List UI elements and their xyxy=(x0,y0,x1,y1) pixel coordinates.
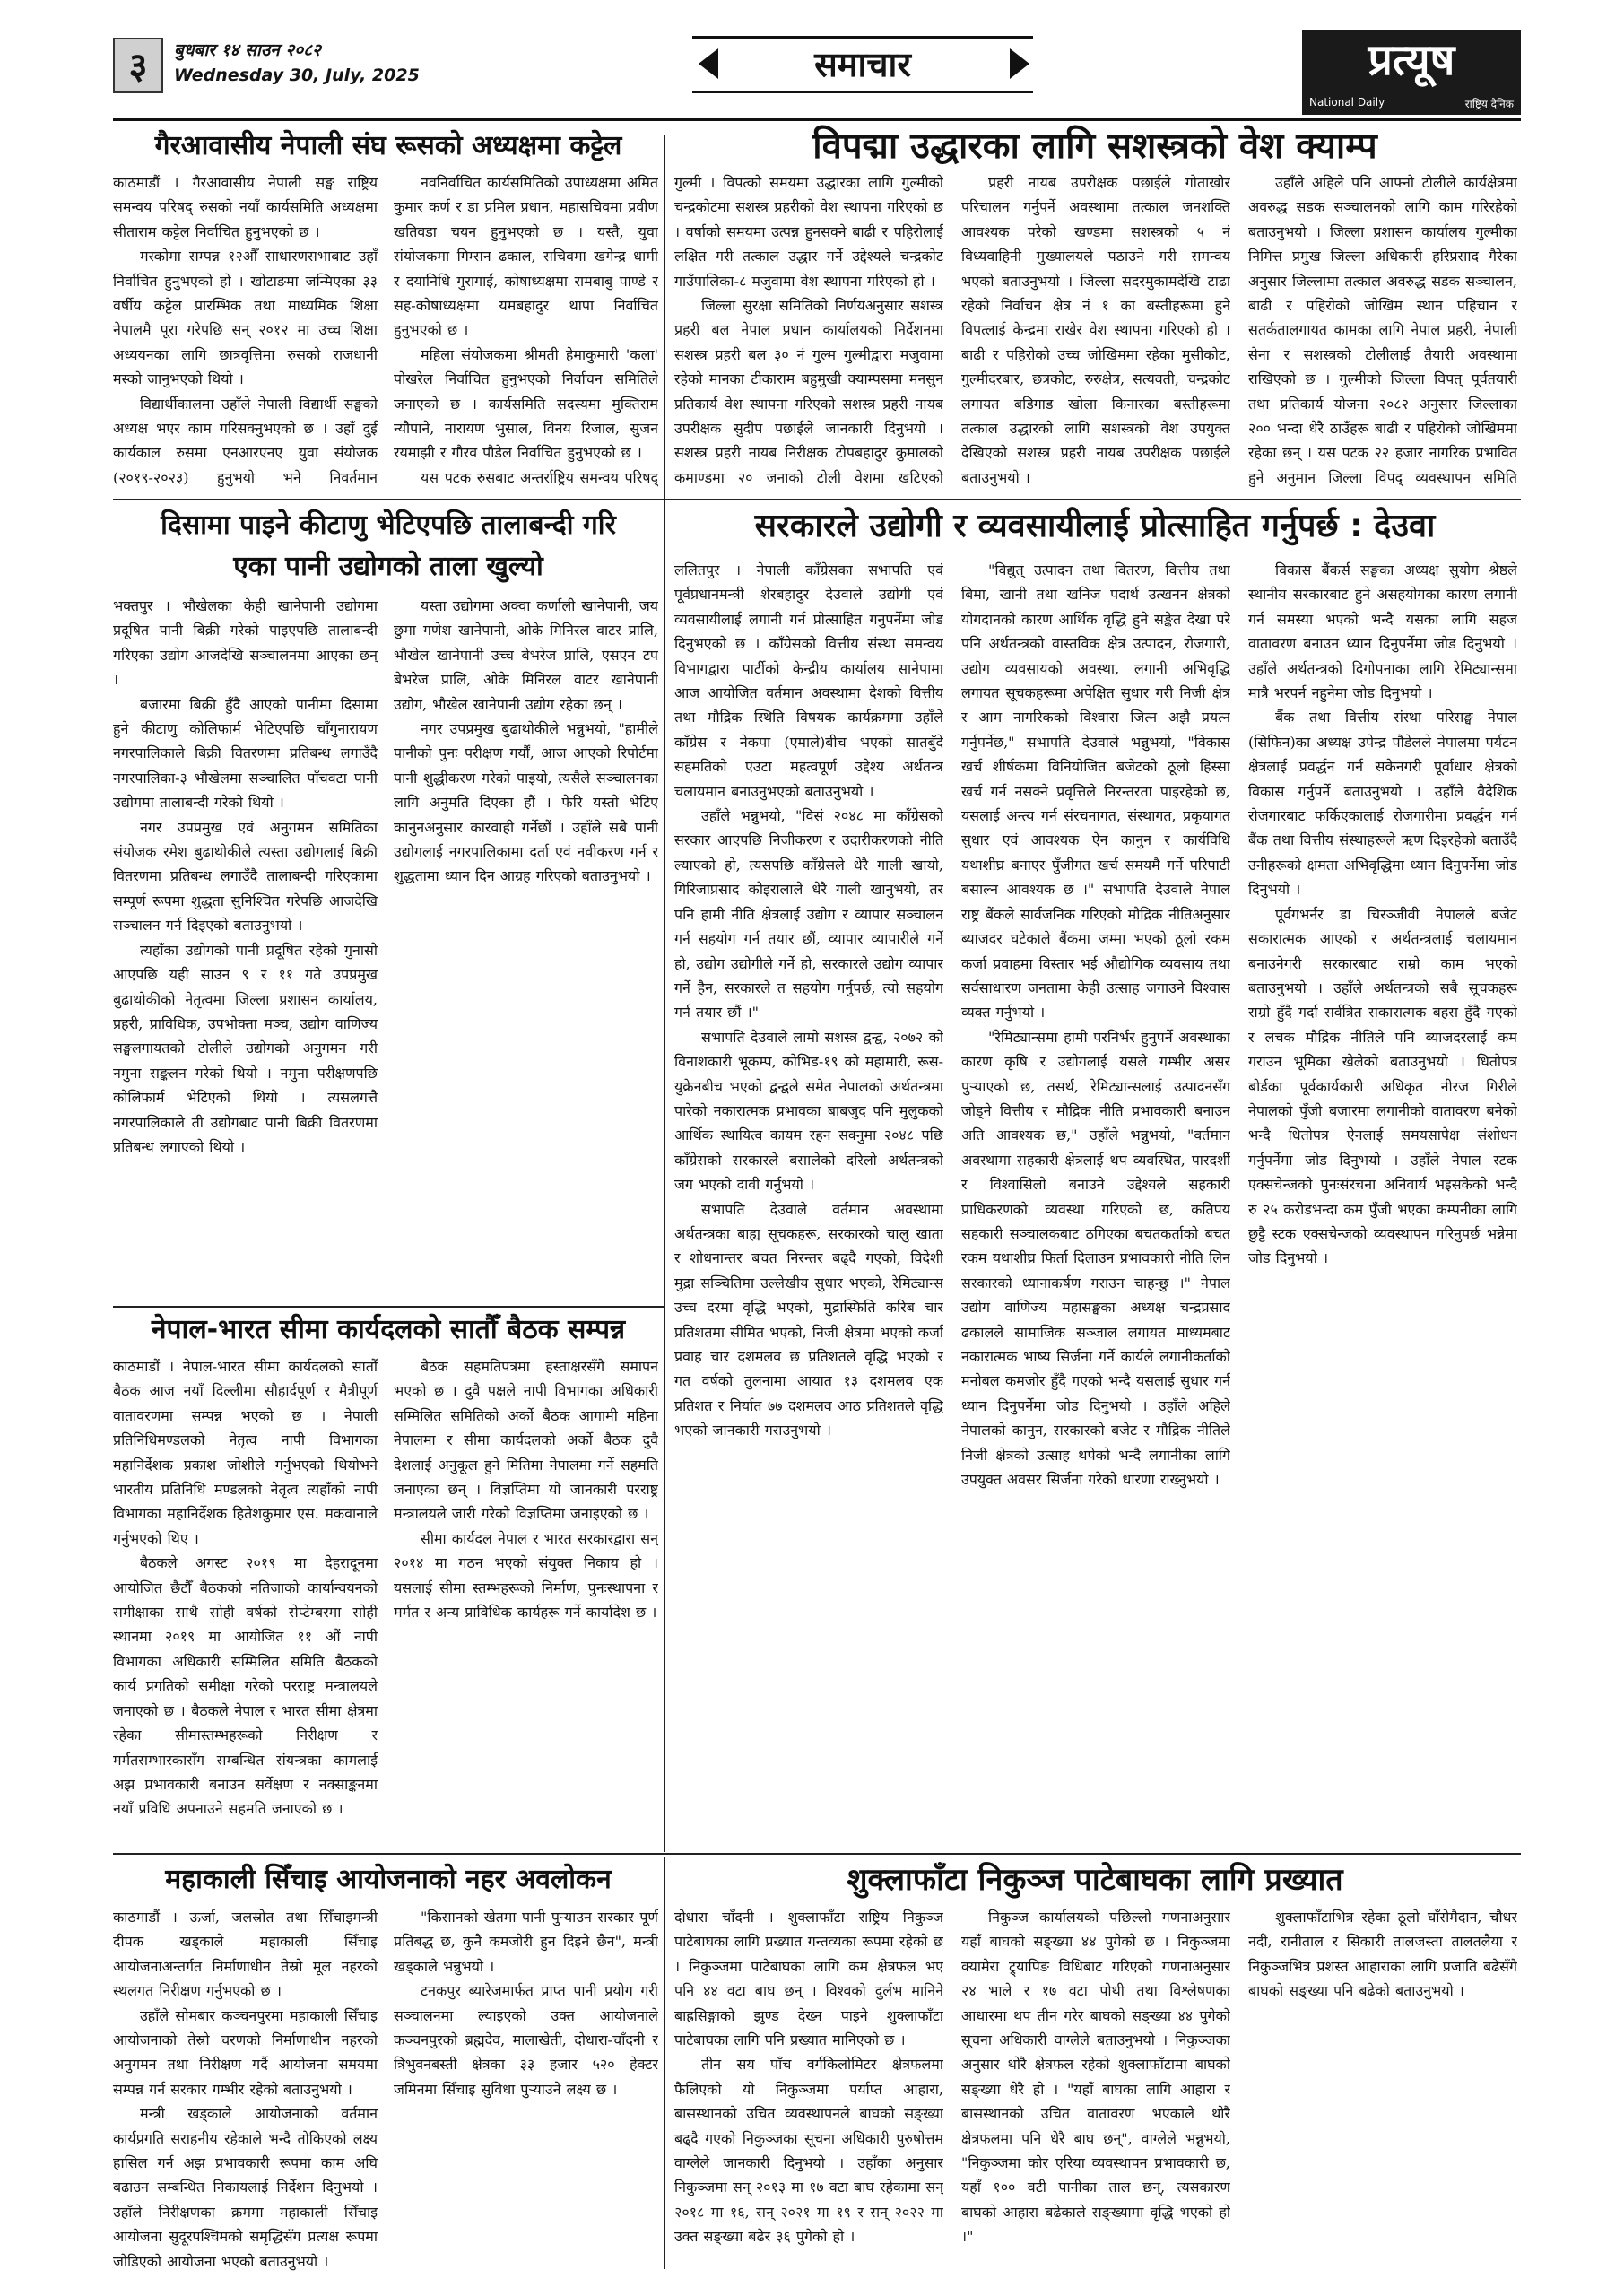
section-divider xyxy=(113,1306,664,1308)
right-arrow-icon xyxy=(1010,48,1029,79)
article-column xyxy=(113,1905,378,2273)
article-paragraph: महिला संयोजकमा श्रीमती हेमाकुमारी 'कला' पोखरेल निर्वाचित हुनुभएको निर्वाचन समितिले जनाएको छ । कार्यसमिति सदस्यमा मुक्तिराम न्यौपाने, नारायण भुसाल, विनय रिजाल, सुजन रयमाझी र गौरव पौडेल निर्वाचित हुनुभएको छ । xyxy=(394,345,658,462)
article-paragraph: भक्तपुर । भौखेलका केही खानेपानी उद्योगमा प्रदूषित पानी बिक्री गरेको पाइएपछि तालाबन्दी गरिएका उद्योग आजदेखि सञ्चालनमा आएका छन् । xyxy=(113,597,378,689)
article-paragraph: शुक्लाफाँटाभित्र रहेका ठूलो घाँसेमैदान, चौधर नदी, रानीताल र सिकारी तालजस्ता तालतलैया र निकुञ्जभित्र प्रशस्त आहाराका लागि प्रजाति बढेसँगै बाघको सङ्ख्या पनि बढेको बताउनुभयो । xyxy=(1248,1909,1517,2000)
article-paragraph: मस्कोमा सम्पन्न १२औँ साधारणसभाबाट उहाँ निर्वाचित हुनुभएको हो । खोटाङमा जन्मिएका ३३ वर्षीय कट्टेल प्रारम्भिक तथा माध्यमिक शिक्षा नेपालमै पूरा गरेपछि सन् २०१२ मा उच्च शिक्षा अध्ययनका लागि छात्रवृत्तिमा रुसको राजधानी मस्को जानुभएको थियो । xyxy=(113,248,378,388)
article-paragraph: बजारमा बिक्री हुँदै आएको पानीमा दिसामा हुने कीटाणु कोलिफार्म भेटिएपछि चाँगुनारायण नगरपालिकाले बिक्री वितरणमा प्रतिबन्ध लगाउँदै नगरपालिका-३ भौखेलमा सञ्चालित पाँचवटा पानी उद्योगमा तालाबन्दी गरेको थियो । xyxy=(113,695,378,812)
article-column xyxy=(961,1905,1230,2273)
article-column xyxy=(961,558,1230,1849)
masthead xyxy=(113,30,1521,120)
section-divider xyxy=(113,1853,1521,1855)
article-paragraph: सीमा कार्यदल नेपाल र भारत सरकारद्वारा सन् २०१४ मा गठन भएको संयुक्त निकाय हो । यसलाई सीमा स्तम्भहरूको निर्माण, पुनःस्थापना र मर्मत र अन्य प्राविधिक कार्यहरू गर्ने कार्यादेश छ । xyxy=(394,1529,658,1622)
article-paragraph: प्रहरी नायब उपरीक्षक पछाईले गोताखोर परिचालन गर्नुपर्ने अवस्थामा तत्काल जनशक्ति आवश्यक परेको खण्डमा सशस्त्रको ५ नं विध्यवाहिनी मुख्यालयले पठाउने गरी समन्वय भएको बताउनुभयो । जिल्ला सदरमुकामदेखि टाढा रहेको निर्वाचन क्षेत्र नं १ का बस्तीहरूमा हुने विपत्लाई केन्द्रमा राखेर वेश स्थापना गरिएको हो । बाढी र पहिरोको उच्च जोखिममा रहेका मुसीकोट, गुल्मीदरबार, छत्रकोट, रुरुक्षेत्र, सत्यवती, चन्द्रकोट लगायत बडिगाड खोला किनारका बस्तीहरूमा तत्काल उद्धारको लागि सशस्त्रको वेश उपयुक्त देखिएको सशस्त्र प्रहरी नायब उपरीक्षक पछाईले बताउनुभयो । xyxy=(961,174,1230,486)
page-number: ३ xyxy=(113,38,163,93)
newspaper-logo xyxy=(1302,30,1521,115)
article-column xyxy=(674,170,943,493)
article-column xyxy=(394,170,658,493)
article-body xyxy=(113,170,658,493)
article-headline xyxy=(113,505,664,587)
headline-line: दिसामा पाइने कीटाणु भेटिएपछि तालाबन्दी गरि xyxy=(161,509,616,541)
masthead-rule xyxy=(113,118,1521,121)
article-column xyxy=(961,170,1230,493)
article-paragraph: विकास बैंकर्स सङ्घका अध्यक्ष सुयोग श्रेष्ठले स्थानीय सरकारबाट हुने असहयोगका कारण लगानी गर्न समस्या भएको भन्दै यसका लागि सहज वातावरण बनाउन ध्यान दिनुपर्नेमा जोड दिनुभयो । उहाँले अर्थतन्त्रको दिगोपनाका लागि रेमिट्यान्समा मात्रै भरपर्न नहुनेमा जोड दिनुभयो । xyxy=(1248,561,1517,702)
article-column xyxy=(394,594,658,1302)
column-divider xyxy=(664,1857,665,2269)
article-paragraph: नवनिर्वाचित कार्यसमितिको उपाध्यक्षमा अमित कुमार कर्ण र डा प्रमिल प्रधान, महासचिवमा प्रवीण खतिवडा चयन हुनुभएको छ । यस्तै, युवा संयोजकमा गिम्सन ढकाल, सचिवमा खगेन्द्र धामी र दयानिधि गुरागाईं, कोषाध्यक्षमा रामबाबु पाण्डे र सह-कोषाध्यक्षमा यमबहादुर थापा निर्वाचित हुनुभएको छ । xyxy=(394,174,658,339)
article-paragraph: बैंक तथा वित्तीय संस्था परिसङ्घ नेपाल (सिफिन)का अध्यक्ष उपेन्द्र पौडेलले नेपालमा पर्यटन क्षेत्रलाई प्रवर्द्धन गर्न सकेनगरी पूर्वाधार क्षेत्रको विकास गर्नुपर्ने बताउनुभयो । उहाँले वैदेशिक रोजगारबाट फर्किएकालाई रोजगारीमा प्रवर्द्धन गर्न बैंक तथा वित्तीय संस्थाहरूले ऋण दिइरहेको बताउँदै उनीहरूको क्षमता अभिवृद्धिमा ध्यान दिनुपर्नेमा जोड दिनुभयो । xyxy=(1248,709,1517,899)
article-paragraph: जिल्ला सुरक्षा समितिको निर्णयअनुसार सशस्त्र प्रहरी बल नेपाल प्रधान कार्यालयको निर्देशनमा सशस्त्र प्रहरी बल ३० नं गुल्म गुल्मीद्वारा मजुवामा रहेको मानका टीकाराम बहुमुखी क्याम्पसमा मनसुन प्रतिकार्य वेश स्थापना गरिएको सशस्त्र प्रहरी नायब उपरीक्षक सुदीप पछाईले जानकारी दिनुभयो । सशस्त्र प्रहरी नायब निरीक्षक टोपबहादुर कुमालको कमाण्डमा २० जनाको टोली वेशमा खटिएको xyxy=(674,297,943,486)
article-column xyxy=(113,1354,378,1843)
article-paragraph: नगर उपप्रमुख बुढाथोकीले भन्नुभयो, "हामीले पानीको पुनः परीक्षण गर्यौं, आज आएको रिपोर्टमा पानी शुद्धीकरण गरेको पाइयो, त्यसैले सञ्चालनका लागि अनुमति दिएका हौं । फेरि यस्तो भेटिए कानुनअनुसार कारवाही गर्नेछौं । उहाँले सबै पानी उद्योगलाई नगरपालिकामा दर्ता एवं नवीकरण गर्न र शुद्धतामा ध्यान दिन आग्रह गरिएको बताउनुभयो । xyxy=(394,720,658,885)
article-paragraph: बैठक सहमतिपत्रमा हस्ताक्षरसँगै समापन भएको छ । दुवै पक्षले नापी विभागका अधिकारी सम्मिलित समितिको अर्को बैठक आगामी महिना नेपालमा र सीमा कार्यदलको अर्को बैठक दुवै देशलाई अनुकूल हुने मितिमा नेपालमा गर्ने सहमति जनाएका छन् । विज्ञप्तिमा यो जानकारी परराष्ट्र मन्त्रालयले जारी गरेको विज्ञप्तिमा जनाइएको छ । xyxy=(394,1358,658,1523)
article-column xyxy=(1248,170,1517,493)
column-divider xyxy=(664,1377,665,1852)
article-paragraph: दोधारा चाँदनी । शुक्लाफाँटा राष्ट्रिय निकुञ्ज पाटेबाघका लागि प्रख्यात गन्तव्यका रूपमा रहेको छ । निकुञ्जमा पाटेबाघका लागि कम क्षेत्रफल भए पनि ४४ वटा बाघ छन् । विश्वको दुर्लभ मानिने बाह्रसिङ्गाको झुण्ड देख्न पाइने शुक्लाफाँटा पाटेबाघका लागि पनि प्रख्यात मानिएको छ । xyxy=(674,1909,943,2049)
article-column xyxy=(394,1905,658,2273)
article-headline: सरकारले उद्योगी र व्यवसायीलाई प्रोत्साहित गर्नुपर्छ : देउवा xyxy=(754,508,1436,544)
issue-date xyxy=(174,38,420,88)
article-paragraph: त्यहाँका उद्योगको पानी प्रदूषित रहेको गुनासो आएपछि यही साउन ९ र ११ गते उपप्रमुख बुढाथोकीको नेतृत्वमा जिल्ला प्रशासन कार्यालय, प्रहरी, प्राविधिक, उपभोक्ता मञ्च, उद्योग वाणिज्य सङ्घलगायतको टोलीले उद्योगको अनुगमन गरी नमुना सङ्कलन गरेको थियो । नमुना परीक्षणपछि कोलिफार्म भेटिएको थियो । त्यसलगत्तै नगरपालिकाले ती उद्योगबाट पानी बिक्री वितरणमा प्रतिबन्ध लगाएको थियो । xyxy=(113,941,378,1155)
logo-right-text: राष्ट्रिय दैनिक xyxy=(1464,98,1514,110)
article-paragraph: ललितपुर । नेपाली काँग्रेसका सभापति एवं पूर्वप्रधानमन्त्री शेरबहादुर देउवाले उद्योगी एवं व्यवसायीलाई लगानी गर्न प्रोत्साहित गनुपर्नेमा जोड दिनुभएको छ । काँग्रेसको वित्तीय संस्था समन्वय विभागद्वारा पार्टीको केन्द्रीय कार्यालय सानेपामा आज आयोजित वर्तमान अवस्थामा देशको वित्तीय तथा मौद्रिक स्थिति विषयक कार्यक्रममा उहाँले काँग्रेस र नेकपा (एमाले)बीच भएको सातबुँदे सहमतिको एउटा महत्वपूर्ण उद्देश्य अर्थतन्त्र चलायमान बनाउनुभएको बताउनुभयो । xyxy=(674,561,943,800)
article-body xyxy=(674,170,1517,493)
article-paragraph: बैठकले अगस्ट २०१९ मा देहरादूनमा आयोजित छैटौँ बैठकको नतिजाको कार्यान्वयनको समीक्षाका साथै सोही वर्षको सेप्टेम्बरमा सोही स्थानमा २०१९ मा आयोजित ११ औं नापी विभागका अधिकारी सम्मिलित समिति बैठकको कार्य प्रगतिको समीक्षा गरेको परराष्ट्र मन्त्रालयले जनाएको छ । बैठकले नेपाल र भारत सीमा क्षेत्रमा रहेका सीमास्तम्भहरूको निरीक्षण र मर्मतसम्भारकासँग सम्बन्धित संयन्त्रका कामलाई अझ प्रभावकारी बनाउन सर्वेक्षण र नक्साङ्कनमा नयाँ प्रविधि अपनाउने सहमति जनाएको छ । xyxy=(113,1554,378,1818)
article-paragraph: उहाँले सोमबार कञ्चनपुरमा महाकाली सिँचाइ आयोजनाको तेस्रो चरणको निर्माणाधीन नहरको अनुगमन तथा निरीक्षण गर्दै आयोजना समयमा सम्पन्न गर्न सरकार गम्भीर रहेको बताउनुभयो । xyxy=(113,2006,378,2098)
article-headline: गैरआवासीय नेपाली संघ रूसको अध्यक्षमा कट्टेल xyxy=(154,130,622,161)
section-divider xyxy=(113,499,1521,500)
article-body xyxy=(113,1905,658,2273)
article-column xyxy=(113,594,378,1302)
article-paragraph: काठमाडौं । ऊर्जा, जलस्रोत तथा सिँचाइमन्त्री दीपक खड्काले महाकाली सिँचाइ आयोजनाअन्तर्गत निर्माणाधीन तेस्रो मूल नहरको स्थलगत निरीक्षण गर्नुभएको छ । xyxy=(113,1909,378,2000)
article-headline: महाकाली सिँचाइ आयोजनाको नहर अवलोकन xyxy=(165,1864,612,1895)
article-body xyxy=(674,1905,1517,2273)
date-nepali: बुधबार १४ साउन २०८२ xyxy=(174,40,321,60)
article-column xyxy=(674,558,943,1849)
article-headline: नेपाल-भारत सीमा कार्यदलको सातौँ बैठक सम्पन्न xyxy=(151,1314,626,1345)
article-paragraph: पूर्वगभर्नर डा चिरञ्जीवी नेपालले बजेट सकारात्मक आएको र अर्थतन्त्रलाई चलायमान बनाउनेगरी सरकारबाट राम्रो काम भएको बताउनुभयो । उहाँले अर्थतन्त्रको सबै सूचकहरू राम्रो हुँदै गर्दा सर्वत्रित सकारात्मक बहस हुँदै गएको र लचक मौद्रिक नीतिले पनि ब्याजदरलाई कम गराउन भूमिका खेलेको बताउनुभयो । धितोपत्र बोर्डका पूर्वकार्यकारी अधिकृत नीरज गिरीले नेपालको पुँजी बजारमा लगानीको वातावरण बनेको भन्दै धितोपत्र ऐनलाई समयसापेक्ष संशोधन गर्नुपर्नेमा जोड दिनुभयो । उहाँले नेपाल स्टक एक्सचेन्जको पुनःसंरचना अनिवार्य भइसकेको भन्दै रु २५ करोडभन्दा कम पुँजी भएका कम्पनीका लागि छुट्टै स्टक एक्सचेन्जको व्यवस्थापन गरिनुपर्छ भन्नेमा जोड दिनुभयो । xyxy=(1248,905,1517,1267)
article-paragraph: "रेमिट्यान्समा हामी परनिर्भर हुनुपर्ने अवस्थाका कारण कृषि र उद्योगलाई यसले गम्भीर असर पुऱ्याएको छ, तसर्थ, रेमिट्यान्सलाई उत्पादनसँग जोड्ने वित्तीय र मौद्रिक नीति प्रभावकारी बनाउन अति आवश्यक छ," उहाँले भन्नुभयो, "वर्तमान अवस्थामा सहकारी क्षेत्रलाई थप व्यवस्थित, पारदर्शी र विश्वासिलो बनाउने उद्देश्यले सहकारी प्राधिकरणको व्यवस्था गरिएको छ, कतिपय सहकारी सञ्चालकबाट ठगिएका बचतकर्ताको बचत रकम यथाशीघ्र फिर्ता दिलाउन प्रभावकारी नीति लिन सरकारको ध्यानाकर्षण गराउन चाहन्छु ।" नेपाल उद्योग वाणिज्य महासङ्घका अध्यक्ष चन्द्रप्रसाद ढकालले सामाजिक सञ्जाल लगायत माध्यमबाट नकारात्मक भाष्य सिर्जना गर्ने कार्यले लगानीकर्ताको मनोबल कमजोर हुँदै गएको भन्दै यसलाई सुधार गर्न ध्यान दिनुपर्नेमा जोड दिनुभयो । उहाँले अहिले नेपालको कानुन, सरकारको बजेट र मौद्रिक नीतिले निजी क्षेत्रको उत्साह थपेको भन्दै लगानीका लागि उपयुक्त अवसर सिर्जना गरेको धारणा राख्नुभयो । xyxy=(961,1028,1230,1489)
article-paragraph: "किसानको खेतमा पानी पुऱ्याउन सरकार पूर्ण प्रतिबद्ध छ, कुनै कमजोरी हुन दिइने छैन", मन्त्री खड्काले भन्नुभयो । xyxy=(394,1909,658,1975)
article-paragraph: काठमाडौं । गैरआवासीय नेपाली सङ्घ राष्ट्रिय समन्वय परिषद् रुसको नयाँ कार्यसमिति अध्यक्षमा सीताराम कट्टेल निर्वाचित हुनुभएको छ । xyxy=(113,174,378,240)
article-paragraph: उहाँले अहिले पनि आफ्नो टोलीले कार्यक्षेत्रमा अवरुद्ध सडक सञ्चालनको लागि काम गरिरहेको बताउनुभयो । जिल्ला प्रशासन कार्यालय गुल्मीका निमित्त प्रमुख जिल्ला अधिकारी हरिप्रसाद गैरेका अनुसार जिल्लामा तत्काल अवरुद्ध सडक सञ्चालन, बाढी र पहिरोको जोखिम स्थान पहिचान र सतर्कतालगायत कामका लागि नेपाल प्रहरी, नेपाली सेना र सशस्त्रको टोलीलाई तैयारी अवस्थामा राखिएको छ । गुल्मीको जिल्ला विपत् पूर्वतयारी तथा प्रतिकार्य योजना २०८२ अनुसार जिल्लाका २०० भन्दा धेरै ठाउँहरू बाढी र पहिरोको जोखिममा रहेका छन् । यस पटक २२ हजार नागरिक प्रभावित हुने अनुमान जिल्ला विपद् व्यवस्थापन समिति xyxy=(1248,174,1517,486)
article-paragraph: टनकपुर ब्यारेजमार्फत प्राप्त पानी प्रयोग गरी सञ्चालनमा ल्याइएको उक्त आयोजनाले कञ्चनपुरको ब्रह्मदेव, मालाखेती, दोधारा-चाँदनी र त्रिभुवनबस्ती क्षेत्रका ३३ हजार ५२० हेक्टर जमिनमा सिँचाइ सुविधा पुऱ्याउने लक्ष्य छ । xyxy=(394,1982,658,2098)
article-paragraph: "विद्युत् उत्पादन तथा वितरण, वित्तीय तथा बिमा, खानी तथा खनिज पदार्थ उत्खनन क्षेत्रको योगदानको कारण आर्थिक वृद्धि हुने सङ्केत देखा परे पनि अर्थतन्त्रको वास्तविक क्षेत्र उत्पादन, रोजगारी, उद्योग व्यवसायको अवस्था, लगानी अभिवृद्धि लगायत सूचकहरूमा अपेक्षित सुधार गरी निजी क्षेत्र र आम नागरिकको विश्वास जित्न अझै प्रयत्न गर्नुपर्नेछ," सभापति देउवाले भन्नुभयो, "विकास खर्च शीर्षकमा विनियोजित बजेटको ठूलो हिस्सा खर्च गर्न नसक्ने प्रवृत्तिले निरन्तरता पाइरहेको छ, यसलाई अन्त्य गर्न संरचनागत, संस्थागत, प्रकृयागत सुधार एवं आवश्यक ऐन कानुन र कार्यविधि यथाशीघ्र बनाएर पुँजीगत खर्च समयमै गर्ने परिपाटी बसाल्न आवश्यक छ ।" सभापति देउवाले नेपाल राष्ट्र बैंकले सार्वजनिक गरिएको मौद्रिक नीतिअनुसार ब्याजदर घटेकाले बैंकमा जम्मा भएको ठूलो रकम कर्जा प्रवाहमा विस्तार भई औद्योगिक व्यवसाय तथा सर्वसाधारण जनतामा केही उत्साह जगाउने विश्वास व्यक्त गर्नुभयो । xyxy=(961,561,1230,1022)
article-headline: शुक्लाफाँटा निकुञ्ज पाटेबाघका लागि प्रख्यात xyxy=(847,1862,1343,1898)
headline-line: एका पानी उद्योगको ताला खुल्यो xyxy=(233,551,543,582)
logo-left-text: National Daily xyxy=(1309,96,1385,109)
article-paragraph: काठमाडौं । नेपाल-भारत सीमा कार्यदलको सातौँ बैठक आज नयाँ दिल्लीमा सौहार्दपूर्ण र मैत्रीपूर्ण वातावरणमा सम्पन्न भएको छ । नेपाली प्रतिनिधिमण्डलको नेतृत्व नापी विभागका महानिर्देशक प्रकाश जोशीले गर्नुभएको थियोभने भारतीय प्रतिनिधि मण्डलको नेतृत्व त्यहाँको नापी विभागका महानिर्देशक हितेशकुमार एस. मकवानाले गर्नुभएको थिए । xyxy=(113,1358,378,1547)
article-paragraph: उहाँले भन्नुभयो, "विसं २०४८ मा काँग्रेसको सरकार आएपछि निजीकरण र उदारीकरणको नीति ल्याएको हो, त्यसपछि काँग्रेसले धेरै गाली खायो, गिरिजाप्रसाद कोइरालाले धेरै गाली खानुभयो, तर पनि हामी नीति क्षेत्रलाई उद्योग र व्यापार सञ्चालन गर्न सहयोग गर्न तयार छौं, व्यापार व्यापारीले गर्ने हो, उद्योग उद्योगीले गर्ने हो, सरकारले उद्योग व्यापार गर्ने हैन, सरकारले त सहयोग गर्नुपर्छ, त्यो सहयोग गर्न तयार छौं ।" xyxy=(674,807,943,1022)
section-title: समाचार xyxy=(692,36,1033,93)
article-column xyxy=(1248,1905,1517,2273)
article-paragraph: यस्ता उद्योगमा अक्वा कर्णाली खानेपानी, जय छुमा गणेश खानेपानी, ओके मिनिरल वाटर प्रालि, भौखेल खानेपानी उच्च बेभरेज प्रालि, एसएन टप बेभरेज प्रालि, ओके मिनिरल वाटर खानेपानी उद्योग, भौखेल खानेपानी उद्योग रहेका छन् । xyxy=(394,597,658,713)
article-paragraph: सभापति देउवाले लामो सशस्त्र द्वन्द्व, २०७२ को विनाशकारी भूकम्प, कोभिड-१९ को महामारी, रूस-युक्रेनबीच भएको द्वन्द्वले समेत नेपालको अर्थतन्त्रमा पारेको नकारात्मक प्रभावका बाबजुद पनि मुलुकको आर्थिक स्थायित्व कायम रहन सक्नुमा २०४८ पछि काँग्रेसको सरकारले बसालेको दरिलो अर्थतन्त्रको जग भएको दावी गर्नुभयो । xyxy=(674,1028,943,1194)
logo-subtitle xyxy=(1309,96,1514,111)
article-column xyxy=(113,170,378,493)
article-column xyxy=(394,1354,658,1843)
article-column xyxy=(1248,558,1517,1849)
article-body xyxy=(113,1354,658,1843)
article-paragraph: सभापति देउवाले वर्तमान अवस्थामा अर्थतन्त्रका बाह्य सूचकहरू, सरकारको चालु खाता र शोधनान्तर बचत निरन्तर बढ्दै गएको, विदेशी मुद्रा सञ्चितिमा उल्लेखीय सुधार भएको, रेमिट्यान्स उच्च दरमा वृद्धि भएको, मुद्रास्फिति करिब चार प्रतिशतमा सीमित भएको, निजी क्षेत्रमा भएको कर्जा प्रवाह चार दशमलव छ प्रतिशतले वृद्धि भएको र गत वर्षको तुलनामा आयात १३ दशमलव एक प्रतिशत र निर्यात ७७ दशमलव आठ प्रतिशतले वृद्धि भएको जानकारी गराउनुभयो । xyxy=(674,1200,943,1439)
article-paragraph: निकुञ्ज कार्यालयको पछिल्लो गणनाअनुसार यहाँ बाघको सङ्ख्या ४४ पुगेको छ । निकुञ्जमा क्यामेरा ट्र्यापिङ विधिबाट गरिएको गणनाअनुसार २४ भाले र १७ वटा पोथी तथा विश्लेषणका आधारमा थप तीन गरेर बाघको सङ्ख्या ४४ पुगेको सूचना अधिकारी वाग्लेले बताउनुभयो । निकुञ्जका अनुसार थोरै क्षेत्रफल रहेको शुक्लाफाँटामा बाघको सङ्ख्या धेरै हो । "यहाँ बाघका लागि आहारा र बासस्थानको उचित वातावरण भएकाले थोरै क्षेत्रफलमा पनि धेरै बाघ छन्", वाग्लेले भन्नुभयो, "निकुञ्जमा कोर एरिया व्यवस्थापन प्रभावकारी छ, यहाँ १०० वटी पानीका ताल छन्, त्यसकारण बाघको आहारा बढेकाले सङ्ख्यामा वृद्धि भएको हो ।" xyxy=(961,1909,1230,2246)
article-paragraph: मन्त्री खड्काले आयोजनाको वर्तमान कार्यप्रगति सराहनीय रहेकाले भन्दै तोकिएको लक्ष्य हासिल गर्न अझ प्रभावकारी रूपमा काम अघि बढाउन सम्बन्धित निकायलाई निर्देशन दिनुभयो । उहाँले निरीक्षणका क्रममा महाकाली सिँचाइ आयोजना सुदूरपश्चिमको समृद्धिसँग प्रत्यक्ष रूपमा जोडिएको आयोजना भएको बताउनुभयो । xyxy=(113,2105,378,2270)
date-english: Wednesday 30, July, 2025 xyxy=(174,65,420,85)
article-body xyxy=(113,594,658,1302)
article-body xyxy=(674,558,1517,1849)
article-paragraph: नगर उपप्रमुख एवं अनुगमन समितिका संयोजक रमेश बुढाथोकीले त्यस्ता उद्योगलाई बिक्री वितरणमा प्रतिबन्ध लगाउँदै तालाबन्दी गरिएकामा सम्पूर्ण रूपमा शुद्धता सुनिश्चित गरेपछि आजदेखि सञ्चालन गर्न दिइएको बताउनुभयो । xyxy=(113,818,378,935)
logo-title: प्रत्यूष xyxy=(1368,35,1455,85)
article-paragraph: विद्यार्थीकालमा उहाँले नेपाली विद्यार्थी सङ्घको अध्यक्ष भएर काम गरिसक्नुभएको छ । उहाँ दुई कार्यकाल रुसमा एनआरएनए युवा संयोजक (२०१९-२०२३) हुनुभयो भने निवर्तमान xyxy=(113,395,378,486)
column-divider xyxy=(664,135,665,1377)
article-paragraph: तीन सय पाँच वर्गकिलोमिटर क्षेत्रफलमा फैलिएको यो निकुञ्जमा पर्याप्त आहारा, बासस्थानको उचित व्यवस्थापनले बाघको सङ्ख्या बढ्दै गएको निकुञ्जका सूचना अधिकारी पुरुषोत्तम वाग्लेले जानकारी दिनुभयो । उहाँका अनुसार निकुञ्जमा सन् २०१३ मा १७ वटा बाघ रहेकामा सन् २०१८ मा १६, सन् २०२१ मा १९ र सन् २०२२ मा उक्त सङ्ख्या बढेर ३६ पुगेको हो । xyxy=(674,2056,943,2246)
article-column xyxy=(674,1905,943,2273)
article-headline: विपद्मा उद्धारका लागि सशस्त्रको वेश क्याम्प xyxy=(812,126,1377,167)
article-paragraph: यस पटक रुसबाट अन्तर्राष्ट्रिय समन्वय परिषद् xyxy=(421,468,658,486)
article-paragraph: गुल्मी । विपत्को समयमा उद्धारका लागि गुल्मीको चन्द्रकोटमा सशस्त्र प्रहरीको वेश स्थापना गरिएको छ । वर्षाको समयमा उत्पन्न हुनसक्ने बाढी र पहिरोलाई लक्षित गरी तत्काल उद्धार गर्ने उद्देश्यले चन्द्रकोट गाउँपालिका-८ मजुवामा वेश स्थापना गरिएको हो । xyxy=(674,174,943,290)
